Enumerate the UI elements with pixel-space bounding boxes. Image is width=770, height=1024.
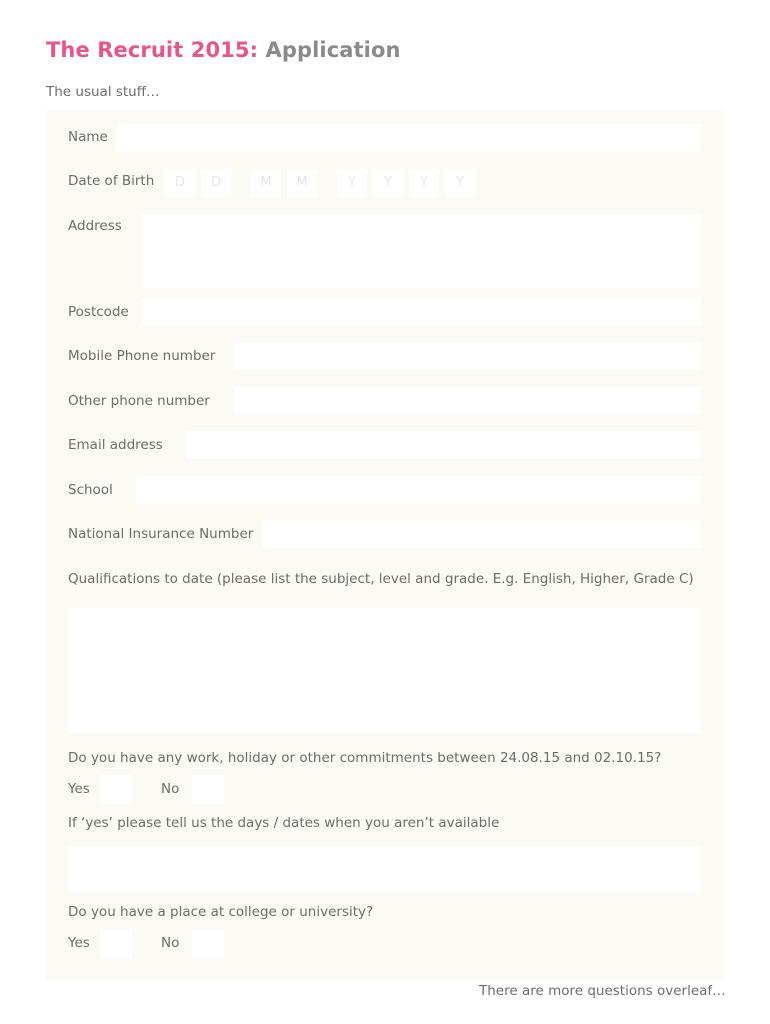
dob-day-1[interactable]: D (165, 169, 195, 197)
ni-number-input[interactable] (262, 520, 701, 548)
postcode-label: Postcode (68, 304, 129, 320)
college-yes-label: Yes (68, 935, 90, 951)
dob-day-2[interactable]: D (201, 169, 231, 197)
dob-month-1[interactable]: M (251, 169, 281, 197)
college-question: Do you have a place at college or university? (68, 904, 374, 920)
brand-title: The Recruit 2015: (46, 38, 259, 62)
unavailable-dates-label: If ‘yes’ please tell us the days / dates when you aren’t available (68, 815, 500, 831)
other-phone-input[interactable] (234, 387, 701, 415)
name-input[interactable] (117, 124, 701, 152)
dob-label: Date of Birth (68, 173, 155, 189)
school-input[interactable] (136, 476, 701, 504)
qualifications-textarea[interactable] (68, 608, 701, 733)
address-textarea[interactable] (142, 214, 701, 288)
commitments-no-checkbox[interactable] (192, 775, 224, 804)
application-title: Application (265, 38, 401, 62)
form-panel (46, 110, 723, 980)
name-label: Name (68, 129, 108, 145)
overleaf-note: There are more questions overleaf… (479, 983, 726, 999)
dob-year-2[interactable]: Y (373, 169, 403, 197)
dob-year-3[interactable]: Y (409, 169, 439, 197)
email-input[interactable] (186, 431, 701, 459)
dob-month-2[interactable]: M (287, 169, 317, 197)
other-phone-label: Other phone number (68, 393, 210, 409)
postcode-input[interactable] (142, 298, 701, 325)
page-title (46, 38, 401, 62)
commitments-no-label: No (161, 781, 180, 797)
dob-year-1[interactable]: Y (337, 169, 367, 197)
mobile-phone-label: Mobile Phone number (68, 348, 216, 364)
intro-text: The usual stuff… (46, 84, 160, 100)
commitments-question: Do you have any work, holiday or other commitments between 24.08.15 and 02.10.15? (68, 750, 662, 766)
qualifications-label: Qualifications to date (please list the subject, level and grade. E.g. English, Higher, Grade C) (68, 571, 694, 587)
college-no-label: No (161, 935, 180, 951)
unavailable-dates-textarea[interactable] (68, 846, 701, 892)
ni-number-label: National Insurance Number (68, 526, 254, 542)
school-label: School (68, 482, 113, 498)
college-yes-checkbox[interactable] (100, 930, 132, 959)
mobile-phone-input[interactable] (234, 342, 701, 370)
address-label: Address (68, 218, 122, 234)
commitments-yes-checkbox[interactable] (100, 775, 132, 804)
college-no-checkbox[interactable] (192, 930, 224, 959)
dob-year-4[interactable]: Y (445, 169, 475, 197)
email-label: Email address (68, 437, 163, 453)
commitments-yes-label: Yes (68, 781, 90, 797)
